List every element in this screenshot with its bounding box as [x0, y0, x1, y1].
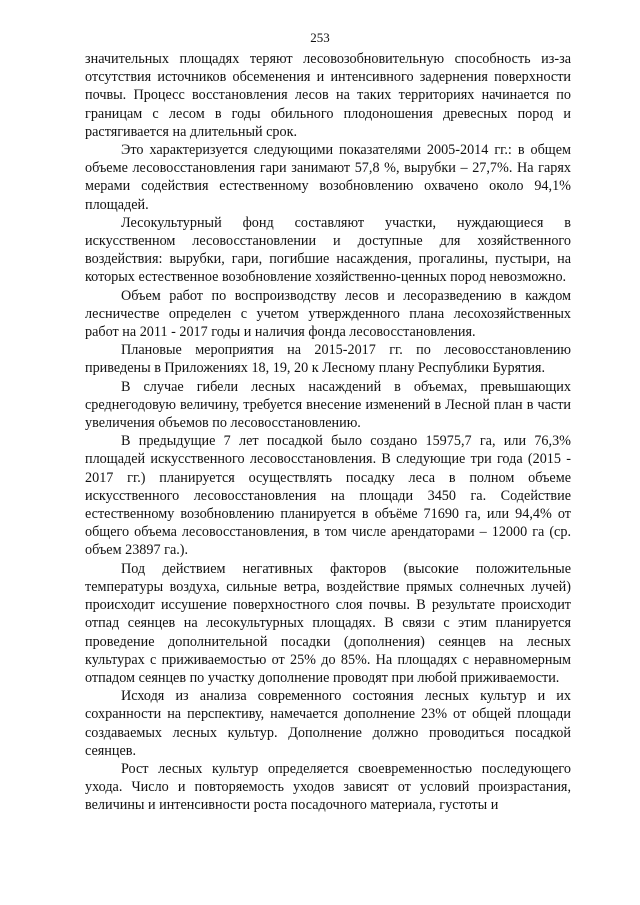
paragraph-negative-factors: Под действием негативных факторов (высокие положительные температуры воздуха, сильные ветра, воздействие прямых солнечных лучей) происходит иссушение поверхностного слоя почвы. В результате происходит отпад сеянцев на лесокультурных площадях. В связи с этим планируется проведение дополнительной посадки (дополнения) сеянцев на лесных культурах с приживаемостью от 25% до 85%. На площадях с неравномерным отпадом сеянцев по участку дополнение проводят при любой приживаемости.: [85, 560, 571, 686]
paragraph-planned-measures: Плановые мероприятия на 2015-2017 гг. по лесовосстановлению приведены в Приложениях 18, 19, 20 к Лесному плану Республики Бурятия.: [85, 342, 571, 377]
page-number: 253: [310, 30, 330, 45]
paragraph-forest-loss: В случае гибели лесных насаждений в объемах, превышающих среднегодовую величину, требуется внесение изменений в Лесной план в части увеличения объемов по лесовосстановлению.: [85, 378, 571, 432]
paragraph-indicators: Это характеризуется следующими показателями 2005-2014 гг.: в общем объеме лесовосстановления гари занимают 57,8 %, вырубки – 27,7%. На гарях мерами содействия естественному возобновлению охвачено около 94,1% площадей.: [85, 142, 571, 213]
body-text: [85, 50, 571, 815]
paragraph-work-volume: Объем работ по воспроизводству лесов и лесоразведению в каждом лесничестве определен с учетом утвержденного плана лесохозяйственных работ на 2011 - 2017 годы и наличия фонда лесовосстановления.: [85, 287, 571, 341]
paragraph-forest-culture-fund: Лесокультурный фонд составляют участки, нуждающиеся в искусственном лесовосстановлении и доступные для хозяйственного воздействия: вырубки, гари, погибшие насаждения, прогалины, пустыри, на которых естественное возобновление хозяйственно-ценных пород невозможно.: [85, 214, 571, 286]
paragraph-growth: Рост лесных культур определяется своевременностью последующего ухода. Число и повторяемость уходов зависят от условий произрастания, величины и интенсивности роста посадочного материала, густоты и: [85, 760, 571, 814]
paragraph-analysis: Исходя из анализа современного состояния лесных культур и их сохранности на перспективу, намечается дополнение 23% от общей площади создаваемых лесных культур. Дополнение должно проводиться посадкой сеянцев.: [85, 688, 571, 759]
paragraph-previous-years: В предыдущие 7 лет посадкой было создано 15975,7 га, или 76,3% площадей искусственного лесовосстановления. В следующие три года (2015 - 2017 гг.) планируется осуществлять посадку леса в полном объеме искусственного лесовосстановления на площади 3450 га. Содействие естественному возобновлению планируется в объёме 71690 га, или 94,4% от общего объема лесовосстановления, в том числе арендаторами – 12000 га (ср. объем 23897 га.).: [85, 433, 571, 559]
paragraph-continuation: значительных площадях теряют лесовозобновительную способность из-за отсутствия источников обсеменения и интенсивного задернения поверхности почвы. Процесс восстановления лесов на таких территориях начинается по границам с лесом в годы обильного плодоношения древесных пород и растягивается на длительный срок.: [85, 51, 571, 140]
